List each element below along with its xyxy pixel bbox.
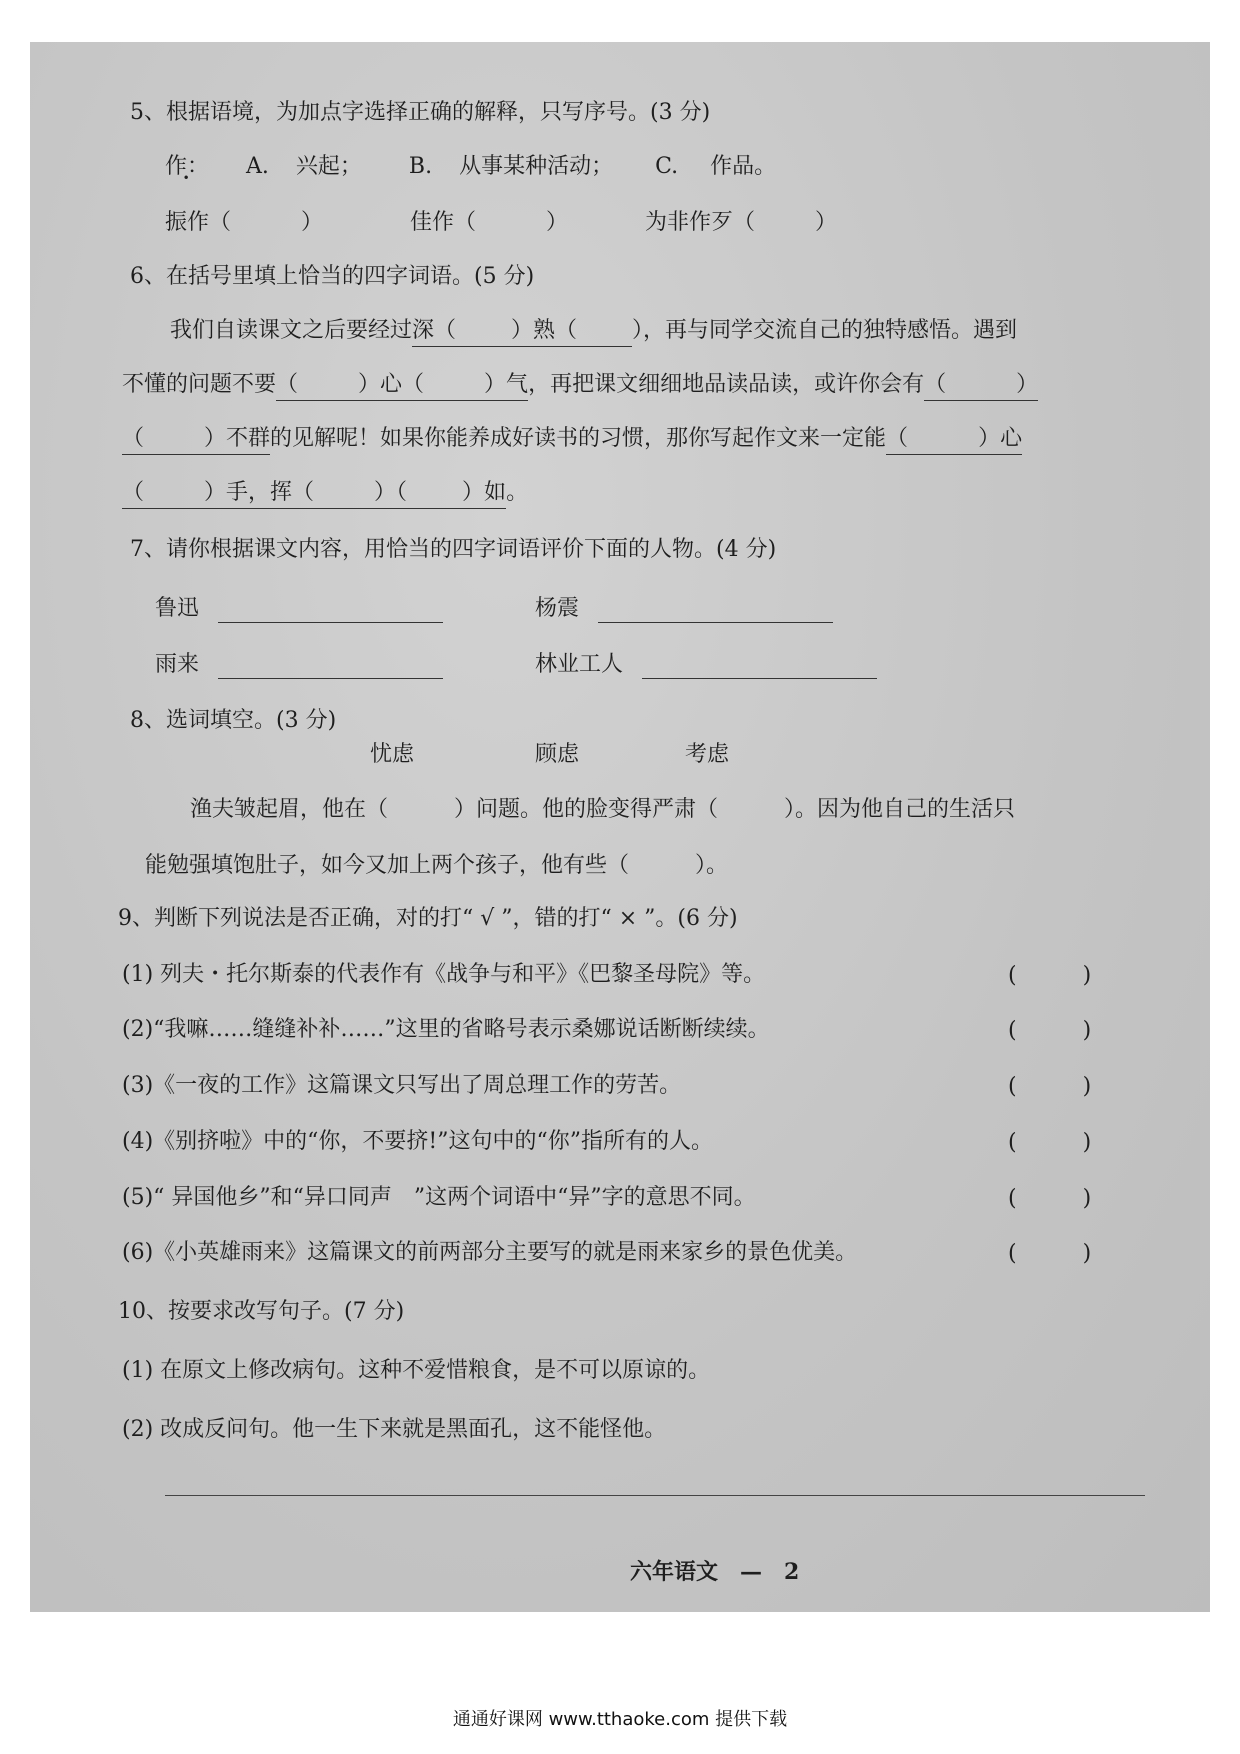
q6-phrase-2 (276, 370, 528, 401)
q6-frag: （ (122, 480, 145, 505)
q8-stem: 8、选词填空。(3 分) (130, 708, 337, 733)
q6-stem: 6、在括号里填上恰当的四字词语。(5 分) (130, 264, 535, 289)
q5-word-2 (410, 208, 568, 238)
q10-item-1: (1) 在原文上修改病句。这种不爱惜粮食，是不可以原谅的。 (122, 1358, 711, 1383)
q6-frag: （ (924, 372, 947, 397)
q5-options (165, 152, 776, 182)
q5-word-3 (645, 208, 837, 238)
q6-line-2 (122, 370, 1038, 401)
q9-stem: 9、判断下列说法是否正确，对的打“ √ ”，错的打“ × ”。(6 分) (118, 906, 738, 931)
q8-choice-2: 顾虑 (535, 742, 580, 767)
q6-frag: ）手，挥（ (204, 480, 315, 505)
q8-choice-3: 考虑 (685, 742, 730, 767)
paren-close: ） (546, 210, 569, 235)
q5-stem: 5、根据语境，为加点字选择正确的解释，只写序号。(3 分) (130, 100, 711, 125)
q6-frag: ）心 (978, 426, 1023, 451)
q6-frag: （ (122, 426, 145, 451)
q6-phrase-3b (122, 424, 270, 455)
q9-answer-paren[interactable]: ( ) (1008, 1130, 1092, 1155)
q8-line-1: 渔夫皱起眉，他在（ ）问题。他的脸变得严肃（ ）。因为他自己的生活只 (190, 797, 1016, 822)
q6-text: 我们自读课文之后要经过 (170, 318, 413, 343)
q9-item-2: (2)“我嘛……缝缝补补……”这里的省略号表示桑娜说话断断续续。 (122, 1017, 770, 1042)
q6-frag: ）（ (374, 480, 408, 505)
q8-line-2: 能勉强填饱肚子，如今又加上两个孩子，他有些（ ）。 (145, 853, 729, 878)
q5-option-label: 作： • (165, 154, 209, 179)
q6-frag: 深（ (412, 318, 457, 343)
q6-phrase-4b (122, 478, 506, 509)
person-name: 雨来 (155, 652, 200, 677)
q9-item-4: (4)《别挤啦》中的“你，不要挤!”这句中的“你”指所有的人。 (122, 1129, 713, 1154)
q6-frag: ）如 (462, 480, 507, 505)
q5-word-2-text: 佳作（ (410, 210, 477, 235)
person-name: 杨震 (535, 596, 580, 621)
q9-item-6: (6)《小英雄雨来》这篇课文的前两部分主要写的就是雨来家乡的景色优美。 (122, 1240, 858, 1265)
q6-phrase-4 (886, 424, 1022, 455)
q6-frag: ）熟（ (511, 318, 578, 343)
answer-line[interactable] (598, 596, 833, 623)
q6-frag: ）心（ (358, 372, 425, 397)
q5-option-c-text: 作品。 (710, 154, 777, 179)
q6-text: ），再与同学交流自己的独特感悟。遇到 (632, 318, 1018, 343)
q9-answer-paren[interactable]: ( ) (1008, 1186, 1092, 1211)
page-label: 六年语文 — 2 (630, 1559, 800, 1585)
q6-frag: （ (276, 372, 299, 397)
q5-word-1 (165, 208, 323, 238)
q7-person-4 (535, 650, 877, 680)
q8-choice-1: 忧虑 (370, 742, 415, 767)
q9-answer-paren[interactable]: ( ) (1008, 1241, 1092, 1266)
q9-item-5: (5)“ 异国他乡”和“异口同声 ”这两个词语中“异”字的意思不同。 (122, 1185, 756, 1210)
q6-text: ，再把课文细细地品读品读，或许你会有 (528, 372, 925, 397)
q9-item-3: (3)《一夜的工作》这篇课文只写出了周总理工作的劳苦。 (122, 1073, 682, 1098)
q5-option-a: A. (246, 154, 269, 179)
q6-text: 的见解呢！如果你能养成好读书的习惯，那你写起作文来一定能 (270, 426, 887, 451)
q6-frag: （ (886, 426, 909, 451)
q6-text: 不懂的问题不要 (122, 372, 277, 397)
answer-line[interactable] (218, 596, 443, 623)
q5-word-3-text: 为非作歹（ (645, 210, 756, 235)
q7-stem: 7、请你根据课文内容，用恰当的四字词语评价下面的人物。(4 分) (130, 537, 777, 562)
q5-option-b-text: 从事某种活动； (459, 154, 614, 179)
q6-line-4 (122, 478, 528, 509)
person-name: 鲁迅 (155, 596, 200, 621)
paren-close: ） (815, 210, 838, 235)
q6-frag: ） (1016, 372, 1039, 397)
q6-frag: ）气 (484, 372, 529, 397)
q10-stem: 10、按要求改写句子。(7 分) (118, 1299, 405, 1324)
q7-person-3 (155, 650, 443, 680)
answer-rule[interactable] (165, 1495, 1145, 1496)
q6-line-1 (170, 316, 1017, 347)
q5-option-c: C. (655, 154, 679, 179)
q7-person-1 (155, 594, 443, 624)
q6-phrase-3 (924, 370, 1038, 401)
q6-frag: ）不群 (204, 426, 271, 451)
q5-option-b: B. (408, 154, 433, 179)
person-name: 林业工人 (535, 652, 624, 677)
answer-line[interactable] (642, 652, 877, 679)
q9-item-1: (1) 列夫・托尔斯泰的代表作有《战争与和平》《巴黎圣母院》等。 (122, 962, 766, 987)
q6-line-3 (122, 424, 1022, 455)
site-footer: 通通好课网 www.tthaoke.com 提供下载 (452, 1709, 788, 1730)
q9-answer-paren[interactable]: ( ) (1008, 1018, 1092, 1043)
answer-line[interactable] (218, 652, 443, 679)
q9-answer-paren[interactable]: ( ) (1008, 963, 1092, 988)
q6-text: 。 (506, 480, 529, 505)
q5-word-1-text: 振作（ (165, 210, 232, 235)
q9-answer-paren[interactable]: ( ) (1008, 1074, 1092, 1099)
q7-person-2 (535, 594, 833, 624)
q6-phrase-1 (412, 316, 632, 347)
q10-item-2: (2) 改成反问句。他一生下来就是黑面孔，这不能怪他。 (122, 1417, 667, 1442)
paren-close: ） (301, 210, 324, 235)
q5-option-a-text: 兴起； (295, 154, 362, 179)
